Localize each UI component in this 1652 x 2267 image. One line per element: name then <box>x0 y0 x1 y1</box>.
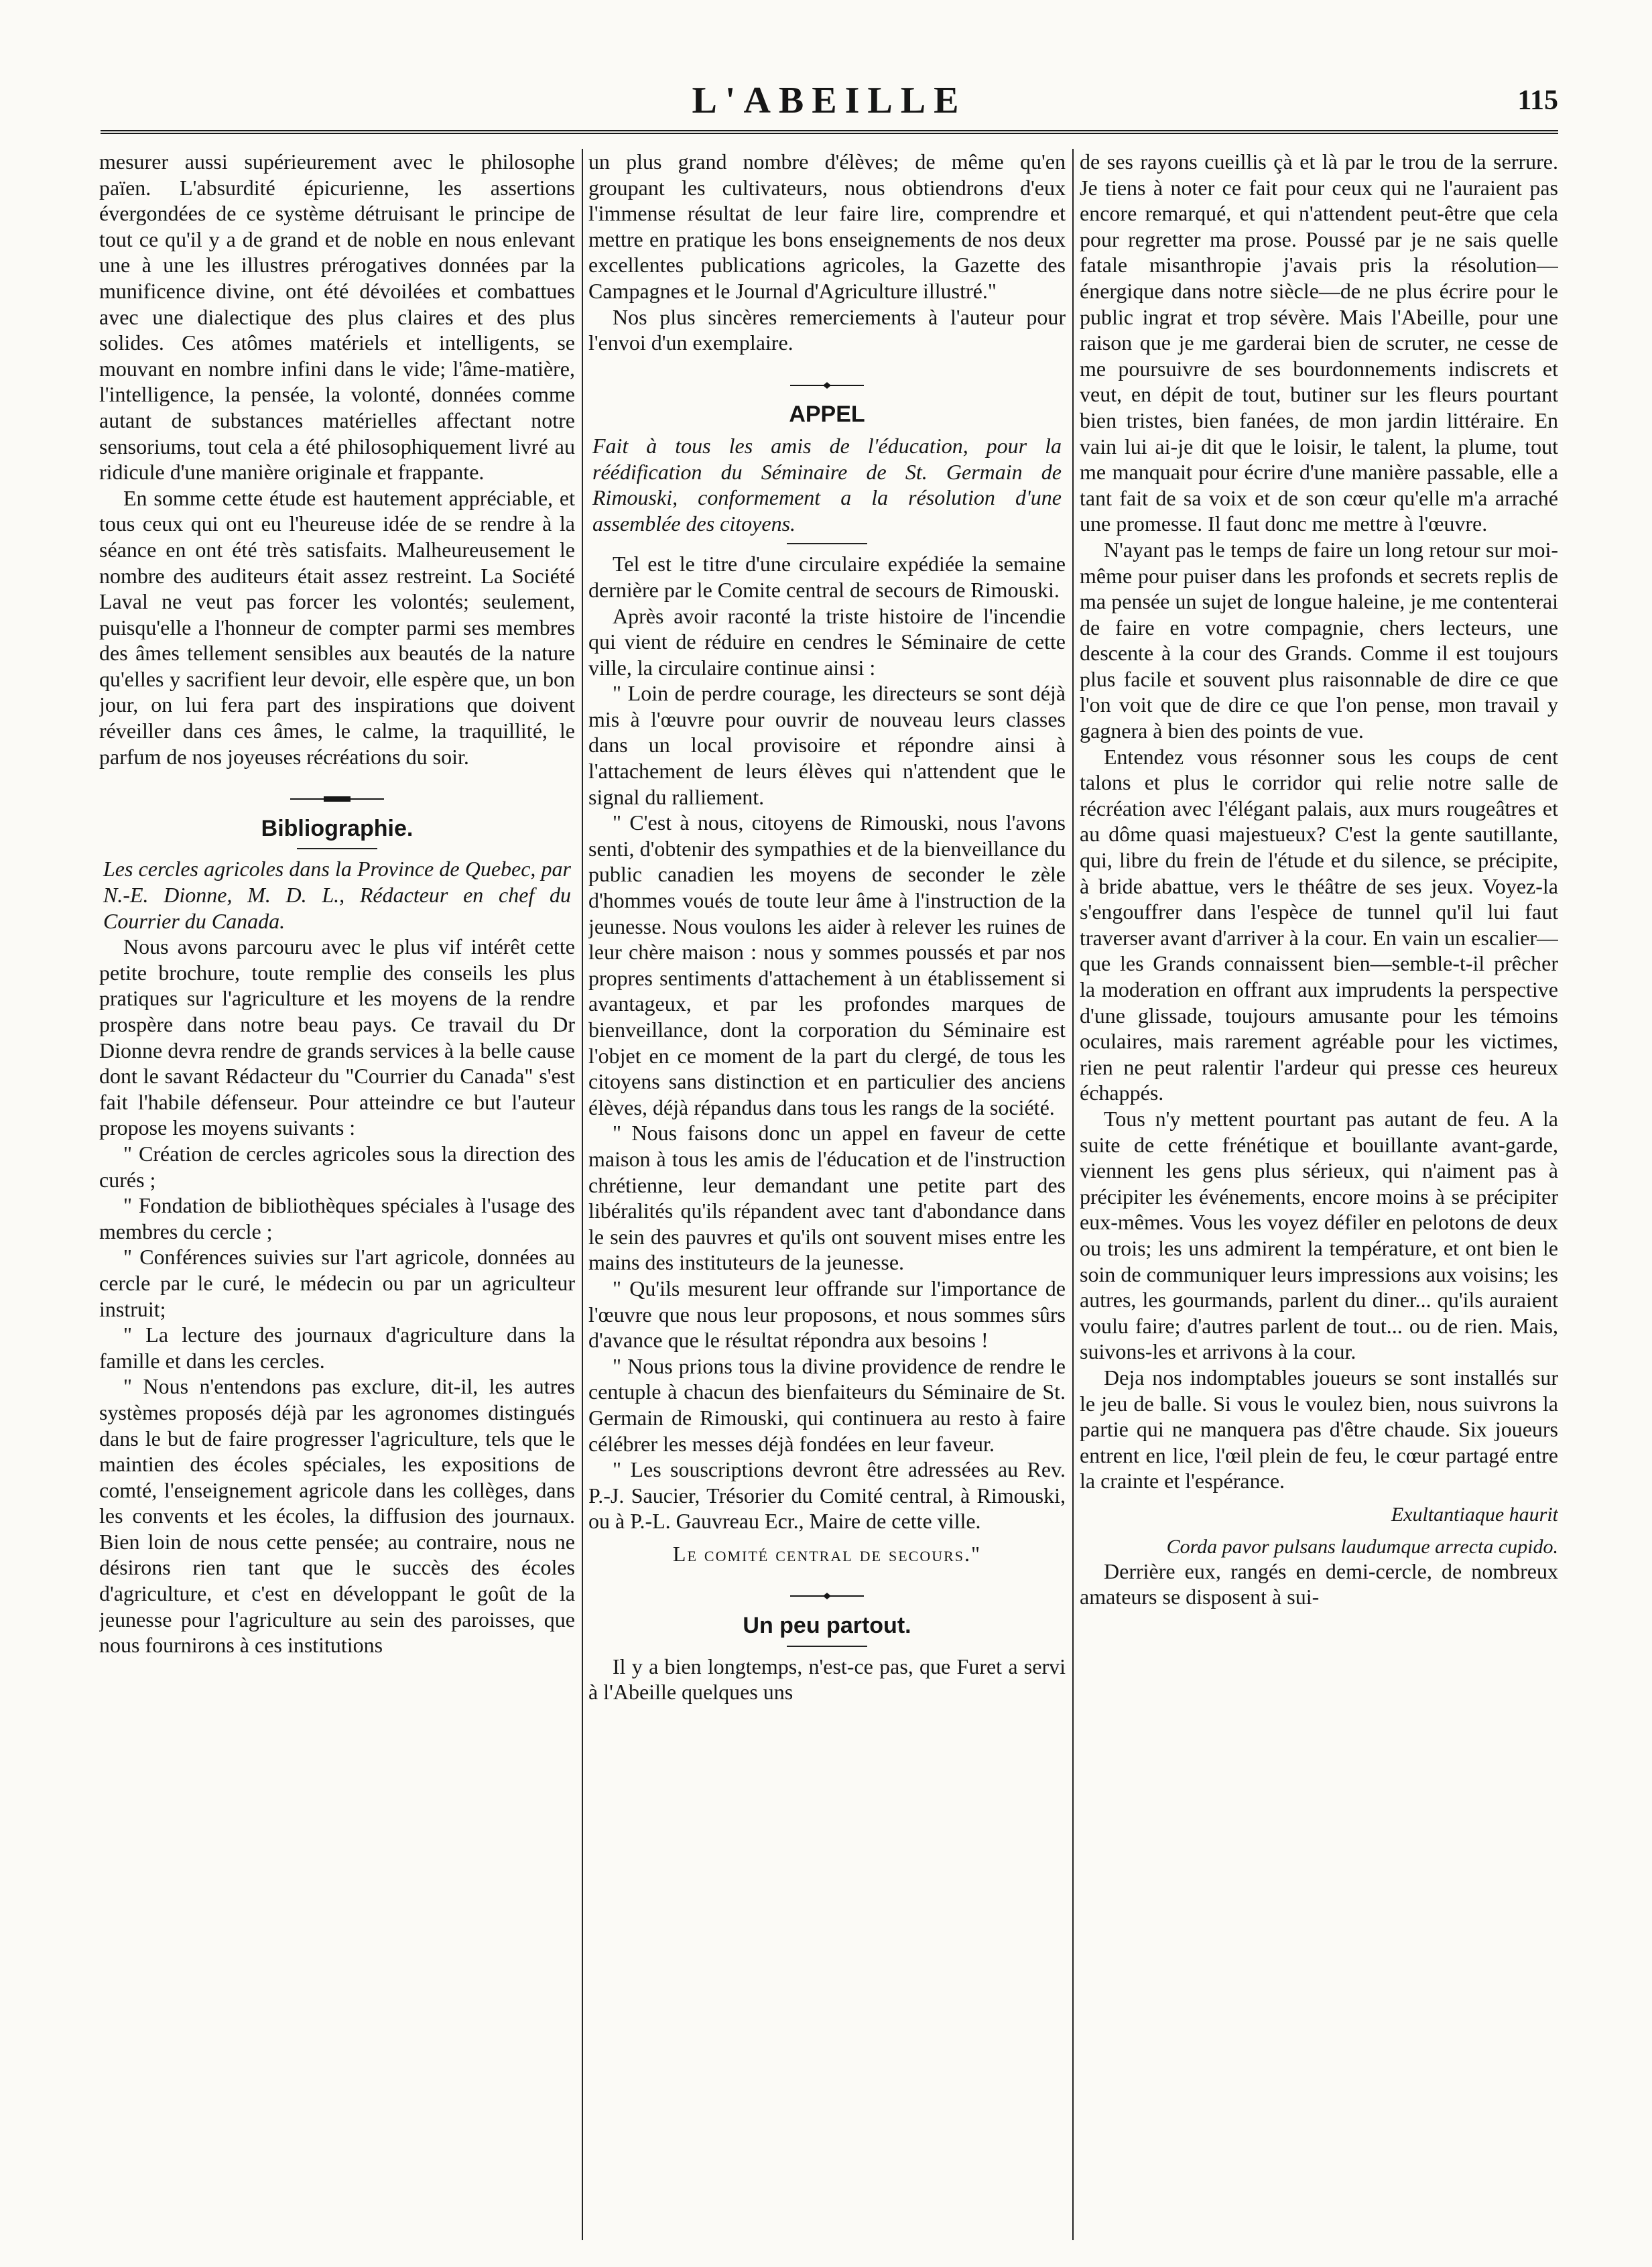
paragraph: N'ayant pas le temps de faire un long retour sur moi-même pour puiser dans les profonds et secrets replis de ma pensée un sujet de longue haleine, je me contenterai de faire en votre compagnie, chers lecteurs, une descente à la cour des Grands. Comme il est toujours plus facile et souvent plus raisonnable de dire ce que l'on voit que de dire ce que l'on pense, mon travail y gagnera à bien des points de vue. <box>1080 537 1558 743</box>
paragraph: " La lecture des journaux d'agriculture dans la famille et dans les cercles. <box>99 1323 575 1373</box>
paragraph: Il y a bien longtemps, n'est-ce pas, que Furet a servi à l'Abeille quelques uns <box>588 1654 1066 1705</box>
column-1 <box>99 149 575 2240</box>
epigraph-line: Exultantiaque haurit <box>1391 1503 1558 1526</box>
paragraph: Entendez vous résonner sous les coups de cent talons et plus le corridor qui relie notre salle de récréation avec l'élégant palais, aux murs rougeâtres et au dôme quasi majestueux? C'est la gente sautillante, qui, libre du frein de l'étude et du silence, se précipite, à bride abattue, vers le théâtre de ses jeux. Voyez-la s'engouffrer dans l'espèce de tunnel qu'il lui faut traverser avant d'arriver à la cour. En vain un escalier—que les Grands connaissent bien—semble-t-il prêcher la moderation en offrant aux imprudents la perspective d'une glissade, toujours amusante pour les témoins oculaires, mais rarement agréable pour les victimes, rien ne peut ralentir l'ardeur qui presse ces heureux échappés. <box>1080 744 1558 1105</box>
paragraph: Nos plus sincères remerciements à l'auteur pour l'envoi d'un exemplaire. <box>588 304 1066 355</box>
short-rule <box>787 1646 867 1647</box>
short-rule <box>787 543 867 544</box>
paragraph: " Conférences suivies sur l'art agricole, données au cercle par le curé, le médecin ou par un agriculteur instruit; <box>99 1245 575 1321</box>
section-ornament <box>588 369 1066 395</box>
masthead-rule <box>101 130 1558 134</box>
paragraph: mesurer aussi supérieurement avec le philosophe païen. L'absurdité épicurienne, les assertions évergondées de ce système détruisant le principe de tout ce qu'il y a de grand et de noble en nous enlevant une à une les illustres prérogatives données par la munificence divine, ont été dévoilées et combattues avec une dialectique des plus claires et des plus solides. Ces atômes matériels et intelligents, se mouvant en nombre infini dans le vide; l'âme-matière, l'intelligence, la pensée, la volonté, données comme autant de substances matérielles affectant notre sensoriums, tout cela a été philosophiquement livré au ridicule d'une manière originale et frappante. <box>99 149 575 485</box>
appeal-signature: Le comité central de secours." <box>672 1541 982 1566</box>
short-rule <box>297 848 377 849</box>
masthead <box>101 79 1558 133</box>
paragraph: En somme cette étude est hautement appréciable, et tous ceux qui ont eu l'heureuse idée de se rendre à la séance en ont été très satisfaits. Malheureusement le nombre des auditeurs était assez restreint. La Société Laval ne veut pas forcer les volontés; seulement, puisqu'elle a l'honneur de compter parmi ses membres des âmes tellement sensibles aux beautés de la nature qu'elles y sacrifient leur devoir, elle espère que, un bon jour, on lui fera part des inspirations que doivent réveiller dans ces âmes, le calme, la traquillité, le parfum de nos joyeuses récréations du soir. <box>99 485 575 769</box>
paragraph: " C'est à nous, citoyens de Rimouski, nous l'avons senti, d'obtenir des sympathies et de la bienveillance du public canadien les moyens de seconder le zèle d'hommes voués de toute leur âme à l'instruction de la jeunesse. Nous voulons les aider à relever les ruines de leur chère maison : nous y sommes poussés et par nos propres sentiments d'attachement à un établissement si avantageux, et par les profondes marques de bienveillance, dont la corporation du Séminaire est l'objet en ce moment de la part du clergé, de tous les citoyens sans distinction et en particulier des anciens élèves, déjà répandus dans tous les rangs de la société. <box>588 810 1066 1119</box>
section-heading-bibliographie: Bibliographie. <box>261 815 414 841</box>
paragraph: de ses rayons cueillis çà et là par le trou de la serrure. Je tiens à noter ce fait pour ceux qui ne l'auraient pas encore remarqué, et qui n'attendent peut-être que cela pour regretter ma prose. Poussé par je ne sais quelle fatale misanthropie j'avais pris la résolution—énergique dans notre siècle—de ne plus écrire pour le public ingrat et trop sévère. Mais l'Abeille, pour une raison que je me garderai bien de scruter, ne cesse de me poursuivre de ses bourdonnements indiscrets et veut, en dépit de tout, butiner sur les fleurs pourtant bien tristes, bien fanées, de mon jardin littéraire. En vain lui ai-je dit que le loisir, le talent, la plume, tout me manquait pour écrire d'une manière passable, elle a tant fait de sa voix et de son cœur qu'elle m'a arraché une promesse. Il faut donc me mettre à l'œuvre. <box>1080 149 1558 536</box>
section-heading-un-peu-partout: Un peu partout. <box>743 1613 911 1639</box>
paragraph: " Nous prions tous la divine providence de rendre le centuple à chacun des bienfaiteurs du Séminaire de St. Germain de Rimouski, qui continuera au resto à faire célébrer les messes déjà fondées en leur faveur. <box>588 1353 1066 1456</box>
book-title: Les cercles agricoles dans la Province de Quebec, par N.-E. Dionne, M. D. L., Rédacteur en chef du Courrier du Canada. <box>103 857 571 933</box>
paragraph: Deja nos indomptables joueurs se sont installés sur le jeu de balle. Si vous le voulez bien, nous suivrons la partie qui ne manquera pas d'être chaude. Six joueurs entrent en lice, l'œil plein de feu, le cœur partagé entre la crainte et l'espérance. <box>1080 1365 1558 1493</box>
section-ornament <box>99 783 575 809</box>
appeal-subtitle: Fait à tous les amis de l'éducation, pour la réédification du Séminaire de St. Germain de Rimouski, conformement a la résolution d'une assemblée des citoyens. <box>592 433 1062 536</box>
column-divider <box>582 149 583 2240</box>
newspaper-title: L'ABEILLE <box>692 80 967 121</box>
paragraph: Derrière eux, rangés en demi-cercle, de nombreux amateurs se disposent à sui- <box>1080 1558 1558 1609</box>
page-number: 115 <box>1517 85 1558 116</box>
paragraph: " Nous faisons donc un appel en faveur de cette maison à tous les amis de l'éducation et de l'instruction chrétienne, leur demandant une petite part des libéralités qu'ils répandent avec tant d'abondance dans le sein des pauvres et qu'ils ont souvent mises entre les mains des instituteurs de la jeunesse. <box>588 1121 1066 1275</box>
paragraph: " Nous n'entendons pas exclure, dit-il, les autres systèmes proposés déjà par les agronomes distingués dans le but de faire progresser l'agriculture, tels que le maintien des écoles spéciales, les expositions de comté, l'enseignement agricole dans les collèges, dans les convents et les écoles, la diffusion des journaux. Bien loin de nous cette pensée; au contraire, nous ne désirons rien tant que le succès des écoles d'agriculture, et c'est en développant le goût de la jeunesse pour l'agriculture au sein des paroisses, que nous fournirons à ces institutions <box>99 1374 575 1658</box>
paragraph: " Fondation de bibliothèques spéciales à l'usage des membres du cercle ; <box>99 1193 575 1243</box>
section-ornament <box>588 1580 1066 1606</box>
paragraph: Tous n'y mettent pourtant pas autant de feu. A la suite de cette frénétique et bouillante avant-garde, viennent les gens plus sérieux, qui n'aiment pas à précipiter les événements, encore moins à se précipiter eux-mêmes. Vous les voyez défiler en pelotons de deux ou trois; les uns admirent la température, et ont bien le soin de communiquer leurs impressions aux voisins; les autres, les gourmands, parlent du diner... qu'ils auraient voulu faire; d'autres parlent de tout... ou de rien. Mais, suivons-les et arrivons à la cour. <box>1080 1106 1558 1364</box>
paragraph: " Création de cercles agricoles sous la direction des curés ; <box>99 1141 575 1192</box>
column-3 <box>1080 149 1558 2240</box>
section-heading-appel: APPEL <box>789 402 865 428</box>
paragraph: Tel est le titre d'une circulaire expédiée la semaine dernière par le Comite central de secours de Rimouski. <box>588 552 1066 602</box>
paragraph: un plus grand nombre d'élèves; de même qu'en groupant les cultivateurs, nous obtiendrons d'eux l'immense résultat de leur faire lire, comprendre et mettre en pratique les bons enseignements de nos deux excellentes publications agricoles, la Gazette des Campagnes et le Journal d'Agriculture illustré." <box>588 149 1066 303</box>
paragraph: " Loin de perdre courage, les directeurs se sont déjà mis à l'œuvre pour ouvrir de nouveau leurs classes dans un local provisoire et répondre ainsi à l'attachement de leurs élèves qui n'attendent que le signal du ralliement. <box>588 681 1066 809</box>
paragraph: " Les souscriptions devront être adressées au Rev. P.-J. Saucier, Trésorier du Comité central, à Rimouski, ou à P.-L. Gauvreau Ecr., Maire de cette ville. <box>588 1457 1066 1534</box>
paragraph: " Qu'ils mesurent leur offrande sur l'importance de l'œuvre que nous leur proposons, et nous sommes sûrs d'avance que le résultat répondra aux besoins ! <box>588 1276 1066 1353</box>
paragraph: Après avoir raconté la triste histoire de l'incendie qui vient de réduire en cendres le Séminaire de cette ville, la circulaire continue ainsi : <box>588 603 1066 680</box>
column-divider <box>1072 149 1074 2240</box>
column-2 <box>588 149 1066 2240</box>
epigraph-line: Corda pavor pulsans laudumque arrecta cupido. <box>1166 1535 1558 1558</box>
paragraph: Nous avons parcouru avec le plus vif intérêt cette petite brochure, toute remplie des conseils les plus pratiques sur l'agriculture et les moyens de la rendre prospère dans notre beau pays. Ce travail du Dr Dionne devra rendre de grands services à la belle cause dont le savant Rédacteur du "Courrier du Canada" s'est fait l'habile défenseur. Pour atteindre ce but l'auteur propose les moyens suivants : <box>99 934 575 1140</box>
